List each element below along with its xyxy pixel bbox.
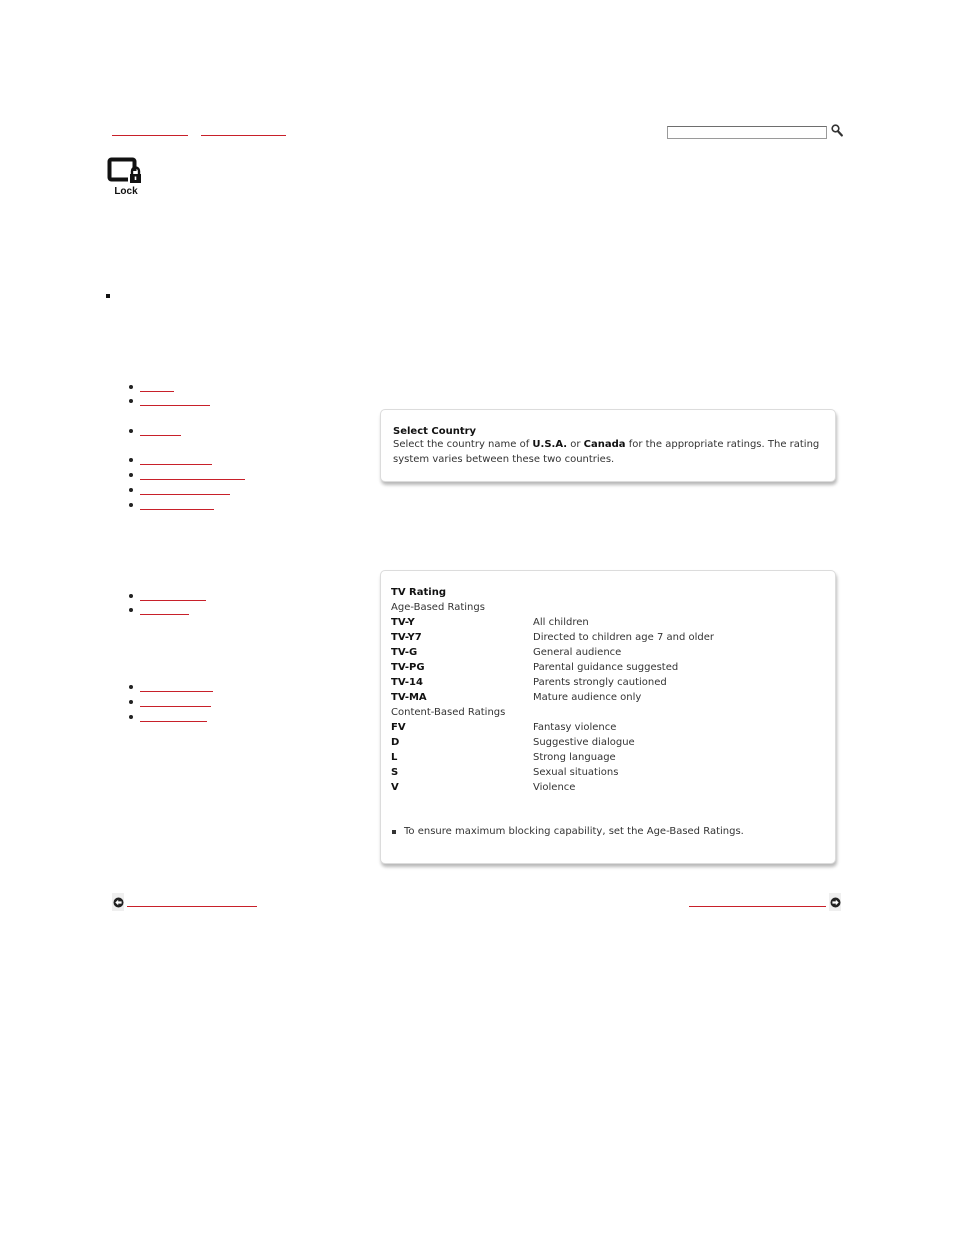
rating-description: Parents strongly cautioned [533, 677, 667, 688]
nav-item[interactable] [129, 696, 211, 708]
nav-item[interactable] [129, 711, 207, 723]
age-based-heading: Age-Based Ratings [391, 602, 485, 613]
previous-link[interactable] [127, 904, 257, 907]
rating-row [391, 615, 825, 630]
rating-code: L [391, 752, 398, 763]
select-country-text [393, 437, 823, 467]
select-country-title: Select Country [393, 426, 477, 437]
rating-note [391, 826, 825, 837]
rating-row [391, 750, 825, 765]
list-bullet [129, 715, 133, 719]
country-usa: U.S.A. [532, 439, 568, 450]
text-segment: for the appropriate ratings. The rating system varies between these two countries. [393, 439, 820, 465]
rating-code: V [391, 782, 399, 793]
rating-description: Directed to children age 7 and older [533, 632, 714, 643]
rating-code: TV-Y7 [391, 632, 422, 643]
nav-link[interactable] [140, 470, 245, 480]
rating-description: Violence [533, 782, 576, 793]
rating-code: TV-14 [391, 677, 423, 688]
nav-item[interactable] [129, 604, 189, 616]
nav-link[interactable] [140, 426, 181, 436]
nav-link[interactable] [140, 382, 174, 392]
nav-link[interactable] [140, 500, 214, 510]
rating-row [391, 735, 825, 750]
rating-description: Sexual situations [533, 767, 619, 778]
nav-item[interactable] [129, 484, 230, 496]
list-bullet [129, 385, 133, 389]
next-button[interactable] [829, 893, 841, 911]
content-ratings-list [391, 720, 825, 795]
list-bullet [129, 429, 133, 433]
nav-item[interactable] [129, 454, 212, 466]
previous-button[interactable] [112, 893, 124, 911]
rating-description: Mature audience only [533, 692, 642, 703]
rating-code: TV-MA [391, 692, 427, 703]
rating-code: FV [391, 722, 406, 733]
nav-link[interactable] [140, 712, 207, 722]
rating-row [391, 630, 825, 645]
search-button[interactable] [829, 122, 845, 138]
rating-row [391, 720, 825, 735]
list-bullet [129, 488, 133, 492]
search-input[interactable] [667, 126, 827, 139]
arrow-left-icon [113, 897, 124, 908]
nav-item[interactable] [129, 425, 181, 437]
nav-item[interactable] [129, 381, 174, 393]
nav-link[interactable] [140, 682, 213, 692]
rating-description: Parental guidance suggested [533, 662, 679, 673]
list-bullet [129, 503, 133, 507]
lock-label: Lock [114, 186, 138, 197]
nav-link[interactable] [140, 455, 212, 465]
list-bullet [129, 473, 133, 477]
breadcrumb-link-1[interactable] [112, 133, 188, 136]
rating-row [391, 765, 825, 780]
rating-code: D [391, 737, 400, 748]
nav-item[interactable] [129, 499, 214, 511]
nav-link[interactable] [140, 485, 230, 495]
next-link[interactable] [689, 904, 826, 907]
search-icon [831, 124, 843, 137]
text-segment: or [567, 439, 584, 450]
rating-row [391, 660, 825, 675]
list-bullet [129, 458, 133, 462]
rating-description: All children [533, 617, 589, 628]
nav-item[interactable] [129, 590, 206, 602]
rating-description: Suggestive dialogue [533, 737, 635, 748]
tv-rating-title: TV Rating [391, 587, 446, 598]
tv-rating-box [380, 570, 836, 864]
note-text: To ensure maximum blocking capability, set the Age-Based Ratings. [404, 826, 744, 837]
content-based-heading: Content-Based Ratings [391, 707, 506, 718]
nav-link[interactable] [140, 396, 210, 406]
rating-row [391, 690, 825, 705]
rating-description: Strong language [533, 752, 616, 763]
nav-link[interactable] [140, 605, 189, 615]
nav-link[interactable] [140, 697, 211, 707]
list-bullet [129, 700, 133, 704]
rating-row [391, 675, 825, 690]
country-canada: Canada [583, 439, 626, 450]
arrow-right-icon [830, 897, 841, 908]
rating-code: TV-G [391, 647, 418, 658]
nav-link[interactable] [140, 591, 206, 601]
rating-code: TV-Y [391, 617, 415, 628]
nav-item[interactable] [129, 395, 210, 407]
nav-item[interactable] [129, 681, 213, 693]
note-bullet [392, 830, 396, 834]
rating-row [391, 645, 825, 660]
text-segment: Select the country name of [393, 439, 533, 450]
rating-description: General audience [533, 647, 622, 658]
breadcrumb-link-2[interactable] [201, 133, 286, 136]
select-country-box [380, 409, 836, 482]
age-ratings-list [391, 615, 825, 705]
rating-code: S [391, 767, 399, 778]
list-bullet [129, 608, 133, 612]
list-bullet [129, 594, 133, 598]
rating-row [391, 780, 825, 795]
bullet-square [106, 294, 110, 298]
rating-code: TV-PG [391, 662, 425, 673]
list-bullet [129, 685, 133, 689]
nav-item[interactable] [129, 469, 245, 481]
list-bullet [129, 399, 133, 403]
rating-description: Fantasy violence [533, 722, 617, 733]
